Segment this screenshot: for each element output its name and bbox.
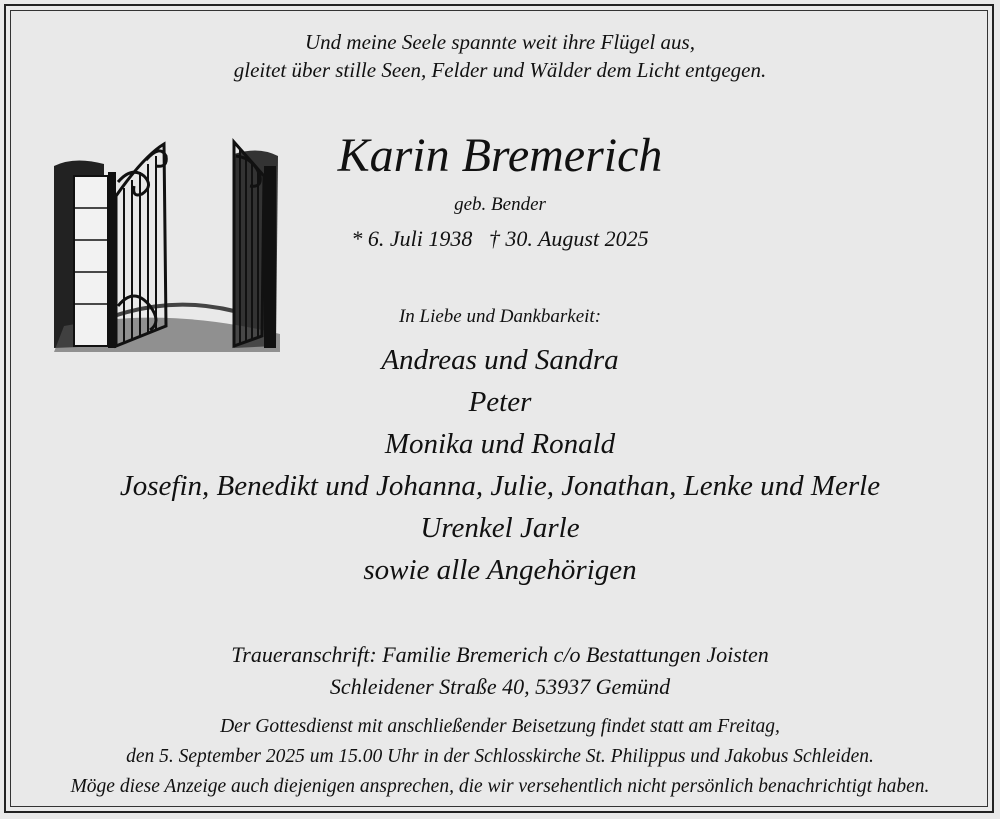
address-line-2: Schleidener Straße 40, 53937 Gemünd: [329, 674, 671, 699]
poem-line-1: Und meine Seele spannte weit ihre Flügel aus,: [305, 30, 695, 54]
mourner-line: Peter: [468, 386, 532, 418]
service-line-2: den 5. September 2025 um 15.00 Uhr in der Schlosskirche St. Philippus und Jakobus Schleiden.: [126, 746, 874, 767]
mourner-line: sowie alle Angehörigen: [363, 554, 637, 586]
mourner-line: Urenkel Jarle: [420, 512, 580, 544]
mourner-line: Andreas und Sandra: [381, 344, 619, 376]
birth-date: * 6. Juli 1938: [351, 226, 473, 251]
maiden-name: geb. Bender: [454, 194, 546, 215]
service-line-1: Der Gottesdienst mit anschließender Beisetzung findet statt am Freitag,: [220, 716, 780, 737]
life-dates: [0, 226, 1000, 252]
address-line-1: Traueranschrift: Familie Bremerich c/o Bestattungen Joisten: [231, 642, 769, 667]
mourner-line: Monika und Ronald: [384, 428, 616, 460]
gratitude-line: In Liebe und Dankbarkeit:: [398, 306, 602, 327]
notice-line: Möge diese Anzeige auch diejenigen ansprechen, die wir versehentlich nicht persönlich benachrichtigt haben.: [70, 776, 930, 797]
death-date: † 30. August 2025: [488, 226, 649, 251]
poem-line-2: gleitet über stille Seen, Felder und Wälder dem Licht entgegen.: [233, 58, 767, 82]
deceased-name: Karin Bremerich: [337, 129, 663, 182]
mourner-line: Josefin, Benedikt und Johanna, Julie, Jonathan, Lenke und Merle: [119, 470, 881, 502]
